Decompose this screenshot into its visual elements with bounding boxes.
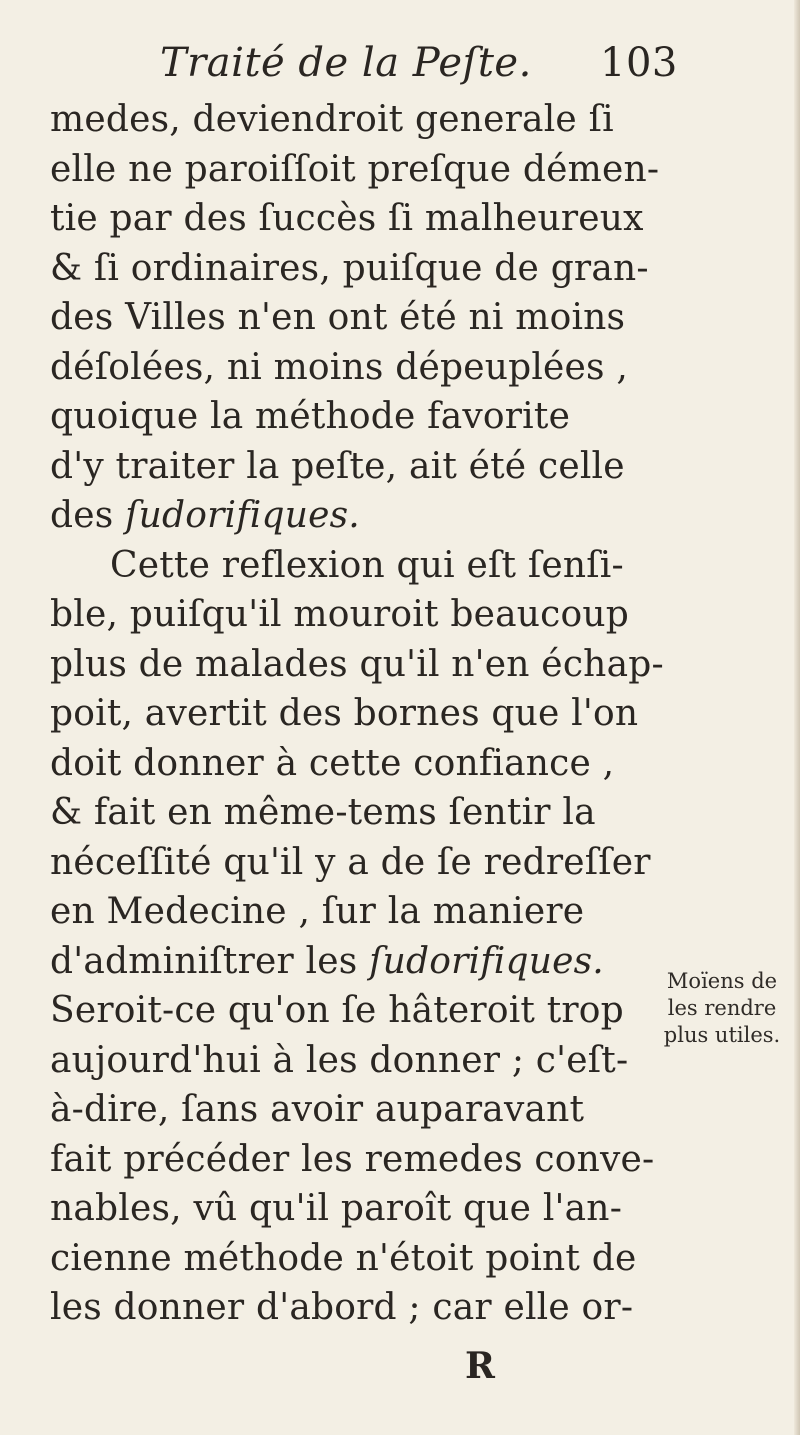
text-line [50, 887, 640, 937]
text-line [50, 293, 640, 343]
running-title: Traité de la Peſte. [160, 40, 532, 86]
text-line [50, 1184, 640, 1234]
text-line [50, 1234, 640, 1284]
text-run: quoique la méthode favorite [50, 396, 571, 437]
text-line [50, 491, 640, 541]
margin-note [652, 968, 792, 1049]
text-line [50, 986, 640, 1036]
text-run: Cette reflexion qui eſt ſenſi- [110, 544, 624, 586]
text-line [50, 739, 640, 789]
body-text [50, 95, 664, 1333]
text-line [50, 343, 640, 393]
text-line [50, 838, 651, 888]
text-run: déſolées, ni moins dépeuplées , [50, 346, 629, 388]
text-line [50, 95, 640, 145]
text-run: en Medecine , ſur la maniere [50, 891, 585, 932]
margin-note-line: plus utiles. [663, 1023, 781, 1047]
text-line [50, 1085, 640, 1135]
text-run: nables, vû qu'il paroît que l'an- [50, 1188, 623, 1229]
text-run: des [50, 495, 126, 536]
text-line [50, 541, 640, 591]
text-run: tie par des ſuccès ſi malheureux [50, 198, 644, 239]
text-run: & fait en même-tems ſentir la [50, 792, 596, 833]
text-run: des Villes n'en ont été ni moins [50, 297, 626, 338]
text-run: néceſſité qu'il y a de ſe redreſſer [50, 841, 651, 883]
text-run: fait précéder les remedes conve- [50, 1138, 655, 1180]
text-run: d'adminiſtrer les [50, 940, 358, 982]
page-edge [794, 0, 800, 1435]
text-line [50, 937, 640, 987]
text-run: medes, deviendroit generale ſi [50, 99, 614, 140]
text-line [50, 788, 640, 838]
text-line [50, 194, 644, 244]
text-run: ble, puiſqu'il mouroit beaucoup [50, 594, 629, 635]
text-line [50, 640, 664, 690]
text-run: les donner d'abord ; car elle or- [50, 1287, 634, 1328]
text-run: & ſi ordinaires, puiſque de gran- [50, 247, 649, 289]
text-line [50, 1135, 655, 1185]
text-run: poit, avertit des bornes que l'on [50, 693, 639, 734]
text-line [50, 244, 649, 294]
text-run: elle ne paroiſſoit preſque démen- [50, 148, 660, 190]
text-run: plus de malades qu'il n'en échap- [50, 643, 664, 685]
text-run: cienne méthode n'étoit point de [50, 1237, 637, 1279]
text-line [50, 689, 640, 739]
text-line [50, 442, 640, 492]
text-line [50, 145, 660, 195]
text-run: Seroit-ce qu'on ſe hâteroit trop [50, 990, 624, 1031]
signature-mark: R [465, 1345, 495, 1387]
margin-note-line: Moïens de [666, 969, 778, 993]
italic-run: ſudorifiques. [125, 495, 360, 536]
text-run: doit donner à cette confiance , [50, 742, 615, 784]
text-line [50, 392, 640, 442]
text-line [50, 1283, 640, 1333]
margin-note-line: les rendre [667, 996, 777, 1020]
text-run: aujourd'hui à les donner ; c'eſt- [50, 1039, 629, 1081]
italic-run: ſudorifiques. [357, 940, 604, 982]
page-number: 103 [600, 40, 678, 86]
text-line [50, 1036, 640, 1086]
text-line [50, 590, 640, 640]
text-run: à-dire, ſans avoir auparavant [50, 1089, 585, 1130]
text-run: d'y traiter la peſte, ait été celle [50, 445, 625, 487]
